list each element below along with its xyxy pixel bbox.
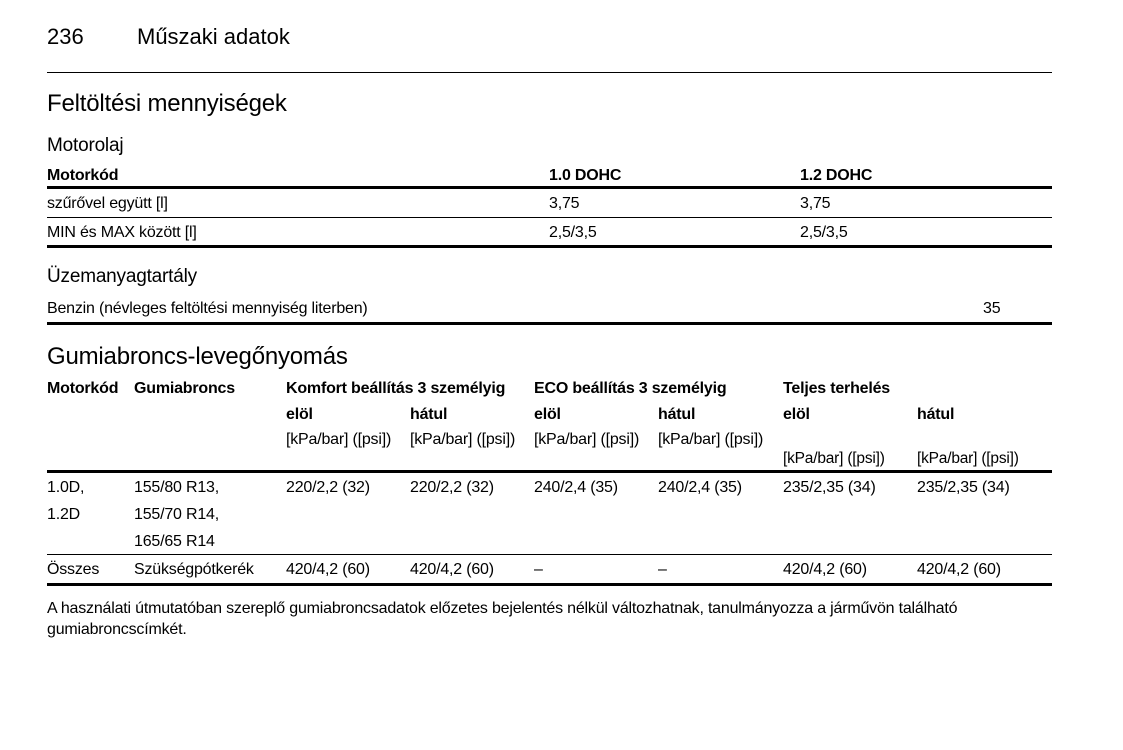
oil-header-10: 1.0 DOHC	[549, 167, 622, 184]
oil-row-value: 3,75	[800, 195, 831, 212]
tyre-header-full: Teljes terhelés	[783, 380, 890, 397]
tyre-row1-value: 240/2,4 (35)	[658, 479, 742, 496]
tyre-row2-value: 420/4,2 (60)	[917, 561, 1001, 578]
fuel-tank-table	[47, 298, 1052, 328]
fuel-value: 35	[983, 300, 1001, 317]
page-header	[47, 24, 1052, 73]
tyre-row2-value: 420/4,2 (60)	[783, 561, 867, 578]
oil-row-value: 2,5/3,5	[549, 224, 597, 241]
section-title: Műszaki adatok	[137, 24, 290, 49]
tyre-note: A használati útmutatóban szereplő gumiabroncsadatok előzetes bejelentés nélkül változhatnak, tanulmányozza a járművön található gumiabroncscímkét.	[47, 600, 958, 638]
oil-row-label: MIN és MAX között [l]	[47, 224, 197, 241]
tyre-unit: [kPa/bar] ([psi])	[410, 431, 516, 448]
engine-oil-heading: Motorolaj	[47, 135, 124, 156]
tyre-pressure-heading: Gumiabroncs-levegőnyomás	[47, 343, 348, 370]
tyre-row1-value: 240/2,4 (35)	[534, 479, 618, 496]
tyre-header-rear: hátul	[658, 406, 696, 423]
tyre-row1-motor: 1.2D	[47, 506, 80, 523]
rule	[47, 583, 1052, 586]
tyre-header-motor: Motorkód	[47, 380, 119, 397]
engine-oil-table	[47, 166, 1052, 250]
tyre-header-front: elöl	[286, 406, 313, 423]
tyre-row2-motor: Összes	[47, 561, 100, 578]
oil-row-label: szűrővel együtt [l]	[47, 195, 168, 212]
oil-row-value: 3,75	[549, 195, 580, 212]
tyre-pressure-table	[47, 378, 1052, 588]
rule	[47, 554, 1052, 555]
tyre-row1-motor: 1.0D,	[47, 479, 85, 496]
tyre-unit: [kPa/bar] ([psi])	[534, 431, 640, 448]
tyre-row1-size: 155/70 R14,	[134, 506, 219, 523]
tyre-header-eco: ECO beállítás 3 személyig	[534, 380, 727, 397]
tyre-header-rear: hátul	[917, 406, 955, 423]
tyre-header-front: elöl	[783, 406, 810, 423]
rule	[47, 322, 1052, 325]
tyre-row1-value: 220/2,2 (32)	[286, 479, 370, 496]
tyre-header-front: elöl	[534, 406, 561, 423]
rule	[47, 186, 1052, 189]
tyre-row2-value: 420/4,2 (60)	[410, 561, 494, 578]
rule	[47, 470, 1052, 473]
tyre-header-comfort: Komfort beállítás 3 személyig	[286, 380, 506, 397]
page-number: 236	[47, 24, 84, 49]
tyre-row1-value: 235/2,35 (34)	[783, 479, 876, 496]
tyre-row2-value: –	[534, 561, 543, 578]
tyre-unit: [kPa/bar] ([psi])	[286, 431, 392, 448]
fill-quantities-heading: Feltöltési mennyiségek	[47, 90, 287, 117]
tyre-row1-size: 155/80 R13,	[134, 479, 219, 496]
tyre-row2-size: Szükségpótkerék	[134, 561, 254, 578]
fuel-label: Benzin (névleges feltöltési mennyiség literben)	[47, 300, 368, 317]
tyre-unit: [kPa/bar] ([psi])	[783, 450, 885, 467]
oil-header-12: 1.2 DOHC	[800, 167, 873, 184]
tyre-row2-value: 420/4,2 (60)	[286, 561, 370, 578]
tyre-row1-value: 235/2,35 (34)	[917, 479, 1010, 496]
oil-row-value: 2,5/3,5	[800, 224, 848, 241]
fuel-tank-heading: Üzemanyagtartály	[47, 266, 197, 287]
rule	[47, 217, 1052, 218]
tyre-row1-value: 220/2,2 (32)	[410, 479, 494, 496]
rule	[47, 245, 1052, 248]
tyre-unit: [kPa/bar] ([psi])	[658, 431, 764, 448]
tyre-header-tyre: Gumiabroncs	[134, 380, 235, 397]
tyre-header-rear: hátul	[410, 406, 448, 423]
tyre-row2-value: –	[658, 561, 667, 578]
oil-header-motor: Motorkód	[47, 167, 119, 184]
tyre-row1-size: 165/65 R14	[134, 533, 215, 550]
tyre-unit: [kPa/bar] ([psi])	[917, 450, 1019, 467]
